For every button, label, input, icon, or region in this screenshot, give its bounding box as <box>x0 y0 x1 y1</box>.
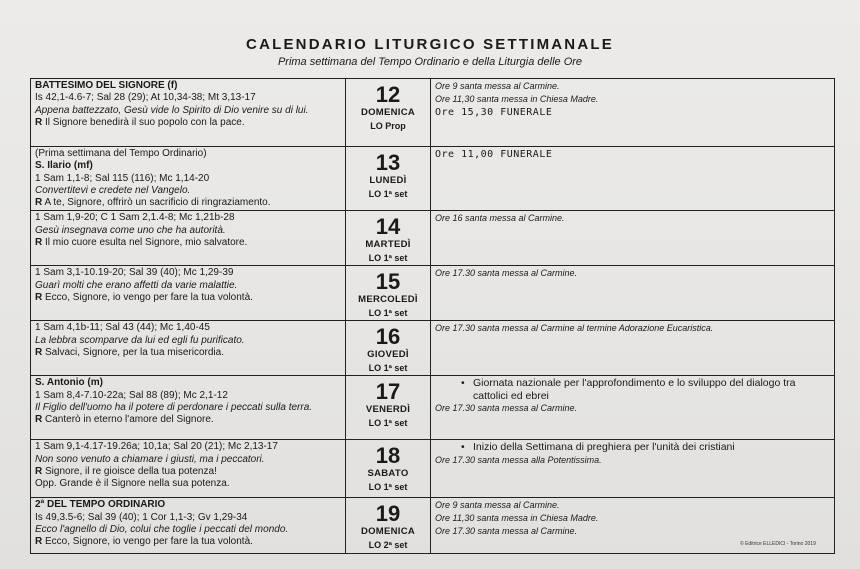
response-text: Ecco, Signore, io vengo per fare la tua volontà. <box>42 292 253 304</box>
gospel-quote: Appena battezzato, Gesù vide lo Spirito di Dio venire su di lui. <box>35 104 309 116</box>
notes-cell <box>431 321 835 376</box>
notes-cell <box>431 266 835 321</box>
mass-time-note: Ore 17.30 santa messa al Carmine. <box>435 268 578 279</box>
response-text: Signore, il re gioisce della tua potenza! <box>42 466 217 478</box>
day-row <box>31 376 835 440</box>
office-label: LO Prop <box>370 121 406 131</box>
date-cell <box>346 321 431 376</box>
office-label: LO 2ª set <box>368 540 408 551</box>
readings-cell <box>31 498 346 554</box>
day-number: 12 <box>375 82 401 107</box>
page-title: CALENDARIO LITURGICO SETTIMANALE <box>246 36 614 53</box>
event-text: Inizio della Settimana di preghiera per l'unità dei cristiani <box>473 441 735 454</box>
readings-cell <box>31 211 346 266</box>
mass-time-note: Ore 9 santa messa al Carmine. <box>435 81 560 91</box>
mass-time-note: Ore 17.30 santa messa al Carmine. <box>435 403 578 414</box>
notes-cell <box>431 376 835 440</box>
office-label: LO 1ª set <box>368 308 408 319</box>
day-name: DOMENICA <box>360 526 416 538</box>
day-row <box>31 266 835 321</box>
office-label: LO 1ª set <box>368 482 408 493</box>
page-subtitle: Prima settimana del Tempo Ordinario e della Liturgia delle Ore <box>277 56 583 68</box>
event-bullet <box>435 441 830 454</box>
feast-title: 2ª DEL TEMPO ORDINARIO <box>35 499 166 511</box>
copyright-note: © Editrice ELLEDICI - Torino 2019 <box>740 541 816 547</box>
response-marker: R <box>35 197 43 209</box>
gospel-quote: Ecco l'agnello di Dio, colui che toglie i peccati del mondo. <box>35 524 289 536</box>
readings-cell <box>31 266 346 321</box>
office-label: LO 1ª set <box>368 418 408 429</box>
day-name: GIOVEDÌ <box>367 349 409 361</box>
gospel-quote: Guarì molti che erano affetti da varie malattie. <box>35 279 238 291</box>
event-bullet <box>435 377 830 402</box>
response-line <box>35 347 341 359</box>
readings-line: Is 42,1-4.6-7; Sal 28 (29); At 10,34-38; Mt 3,13-17 <box>35 92 256 104</box>
notes-cell <box>431 147 835 211</box>
readings-line: 1 Sam 9,1-4.17-19.26a; 10,1a; Sal 20 (21); Mc 2,13-17 <box>35 441 278 453</box>
readings-cell <box>31 321 346 376</box>
mass-time-note: Ore 16 santa messa al Carmine. <box>435 213 565 224</box>
mass-time-note: Ore 11,30 santa messa in Chiesa Madre. <box>435 94 599 104</box>
calendar-table <box>30 78 835 554</box>
day-name: LUNEDÌ <box>369 175 407 186</box>
day-row <box>31 211 835 266</box>
day-row <box>31 498 835 554</box>
response-marker: R <box>35 536 43 548</box>
mass-time-note: Ore 17.30 santa messa alla Potentissima. <box>435 454 602 465</box>
day-number: 14 <box>375 214 401 240</box>
feast-title: S. Ilario (mf) <box>35 160 93 172</box>
readings-line: Is 49,3.5-6; Sal 39 (40); 1 Cor 1,1-3; Gv 1,29-34 <box>35 511 248 523</box>
day-number: 19 <box>375 501 401 527</box>
response-text: Canterò in eterno l'amore del Signore. <box>42 414 214 426</box>
readings-line: 1 Sam 1,1-8; Sal 115 (116); Mc 1,14-20 <box>35 172 210 184</box>
readings-cell <box>31 79 346 147</box>
bullet-icon: • <box>461 441 465 454</box>
response-text: Ecco, Signore, io vengo per fare la tua volontà. <box>42 536 253 548</box>
response-text: Il Signore benedirà il suo popolo con la pace. <box>42 116 245 128</box>
readings-cell <box>31 440 346 498</box>
response-text: A te, Signore, offrirò un sacrificio di ringraziamento. <box>42 197 271 209</box>
notes-cell <box>431 79 835 147</box>
bullet-icon: • <box>461 377 465 390</box>
response-line <box>35 117 341 129</box>
office-label: LO 1ª set <box>368 253 408 264</box>
day-name: MERCOLEDÌ <box>358 294 418 306</box>
gospel-quote: Gesù insegnava come uno che ha autorità. <box>35 224 226 236</box>
response-marker: R <box>35 292 43 304</box>
date-cell <box>346 266 431 321</box>
day-number: 13 <box>375 150 401 175</box>
feast-title: BATTESIMO DEL SIGNORE (f) <box>35 80 178 91</box>
readings-cell <box>31 376 346 440</box>
handwritten-note: Ore 15,30 FUNERALE <box>435 107 553 118</box>
response-line <box>35 197 341 209</box>
day-name: DOMENICA <box>360 107 416 118</box>
day-number: 17 <box>375 379 401 405</box>
event-text: Giornata nazionale per l'approfondimento e lo sviluppo del dialogo tra cattolici ed ebrei <box>473 377 796 402</box>
date-cell <box>346 376 431 440</box>
readings-line: 1 Sam 8,4-7.10-22a; Sal 88 (89); Mc 2,1-12 <box>35 389 228 401</box>
date-cell <box>346 211 431 266</box>
response-line <box>35 237 341 249</box>
day-name: MARTEDÌ <box>365 239 411 251</box>
date-cell <box>346 440 431 498</box>
response-marker: R <box>35 237 43 249</box>
response-marker: R <box>35 116 43 128</box>
day-number: 15 <box>375 269 401 295</box>
mass-time-note: Ore 9 santa messa al Carmine. <box>435 500 560 511</box>
day-number: 18 <box>375 443 401 469</box>
response-line <box>35 414 341 426</box>
response-marker: R <box>35 414 43 426</box>
notes-cell <box>431 440 835 498</box>
mass-time-note: Ore 17.30 santa messa al Carmine. <box>435 526 578 537</box>
office-label: LO 1ª set <box>368 189 408 199</box>
readings-line: 1 Sam 3,1-10.19-20; Sal 39 (40); Mc 1,29-39 <box>35 267 234 279</box>
response-text: Salvaci, Signore, per la tua misericordia. <box>42 347 224 359</box>
readings-line: (Prima settimana del Tempo Ordinario) <box>35 148 207 159</box>
day-row <box>31 440 835 498</box>
mass-time-note: Ore 11,30 santa messa in Chiesa Madre. <box>435 513 599 524</box>
date-cell <box>346 147 431 211</box>
response-text: Il mio cuore esulta nel Signore, mio salvatore. <box>42 237 248 249</box>
response-line <box>35 466 341 478</box>
gospel-quote: Il Figlio dell'uomo ha il potere di perdonare i peccati sulla terra. <box>35 402 313 414</box>
day-row <box>31 321 835 376</box>
office-label: LO 1ª set <box>368 363 408 374</box>
readings-line: 1 Sam 4,1b-11; Sal 43 (44); Mc 1,40-45 <box>35 322 210 334</box>
day-name: VENERDÌ <box>365 404 411 416</box>
day-number: 16 <box>375 324 401 350</box>
gospel-quote: Non sono venuto a chiamare i giusti, ma i peccatori. <box>35 453 265 465</box>
mass-time-note: Ore 17.30 santa messa al Carmine al termine Adorazione Eucaristica. <box>435 323 714 334</box>
readings-cell <box>31 147 346 211</box>
day-name: SABATO <box>367 468 409 480</box>
date-cell <box>346 79 431 147</box>
day-row <box>31 79 835 147</box>
date-cell <box>346 498 431 554</box>
feast-title: S. Antonio (m) <box>35 377 103 389</box>
handwritten-note: Ore 11,00 FUNERALE <box>435 149 553 160</box>
readings-line: 1 Sam 1,9-20; C 1 Sam 2,1.4-8; Mc 1,21b-28 <box>35 212 235 224</box>
readings-line: Opp. Grande è il Signore nella sua potenza. <box>35 478 230 490</box>
day-row <box>31 147 835 211</box>
response-marker: R <box>35 347 43 359</box>
notes-cell <box>431 211 835 266</box>
gospel-quote: Convertitevi e credete nel Vangelo. <box>35 184 191 196</box>
response-line <box>35 292 341 304</box>
response-line <box>35 536 341 548</box>
response-marker: R <box>35 466 43 478</box>
gospel-quote: La lebbra scomparve da lui ed egli fu purificato. <box>35 334 245 346</box>
